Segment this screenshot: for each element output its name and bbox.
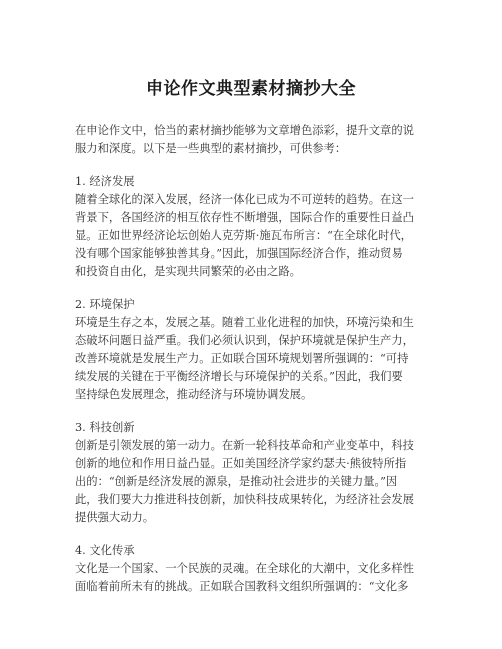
paragraph-line: 提供强大动力。 xyxy=(75,511,155,524)
paragraph-line: 创新是引领发展的第一动力。在新一轮科技革命和产业变革中，科技 xyxy=(75,439,414,452)
paragraph-line: 创新的地位和作用日益凸显。正如美国经济学家约瑟夫·熊彼特所指 xyxy=(75,457,407,470)
paragraph-line: 背景下，各国经济的相互依存性不断增强，国际合作的重要性日益凸 xyxy=(75,211,414,224)
paragraph-line: 坚持绿色发展理念，推动经济与环境协调发展。 xyxy=(75,388,313,401)
paragraph-line: 续发展的关键在于平衡经济增长与环境保护的关系。”因此，我们要 xyxy=(75,370,403,383)
paragraph-line: 面临着前所未有的挑战。正如联合国教科文组织所强调的：“文化多 xyxy=(75,580,409,593)
paragraph-line: 没有哪个国家能够独善其身。”因此，加强国际经济合作，推动贸易 xyxy=(75,247,403,260)
section-heading: 2. 环境保护 xyxy=(75,298,135,311)
paragraph-line: 显。正如世界经济论坛创始人克劳斯·施瓦布所言：“在全球化时代， xyxy=(75,229,412,242)
paragraph-line: 和投资自由化，是实现共同繁荣的必由之路。 xyxy=(75,265,301,278)
paragraph-line: 随着全球化的深入发展，经济一体化已成为不可逆转的趋势。在这一 xyxy=(75,193,414,206)
paragraph-line: 环境是生存之本，发展之基。随着工业化进程的加快，环境污染和生 xyxy=(75,316,414,329)
paragraph-line: 文化是一个国家、一个民族的灵魂。在全球化的大潮中，文化多样性 xyxy=(75,562,414,575)
intro-line: 在申论作文中，恰当的素材摘抄能够为文章增色添彩，提升文章的说 xyxy=(75,124,414,137)
section-heading: 4. 文化传承 xyxy=(75,544,135,557)
intro-line: 服力和深度。以下是一些典型的素材摘抄，可供参考： xyxy=(75,142,347,155)
paragraph-line: 态破坏问题日益严重。我们必须认识到，保护环境就是保护生产力， xyxy=(75,334,414,347)
paragraph-line: 改善环境就是发展生产力。正如联合国环境规划署所强调的：“可持 xyxy=(75,352,409,365)
section-heading: 3. 科技创新 xyxy=(75,421,135,434)
paragraph-line: 此，我们要大力推进科技创新，加快科技成果转化，为经济社会发展 xyxy=(75,493,414,506)
section-heading: 1. 经济发展 xyxy=(75,175,135,188)
document-title: 申论作文典型素材摘抄大全 xyxy=(146,79,356,99)
paragraph-line: 出的：“创新是经济发展的源泉，是推动社会进步的关键力量。”因 xyxy=(75,475,398,488)
